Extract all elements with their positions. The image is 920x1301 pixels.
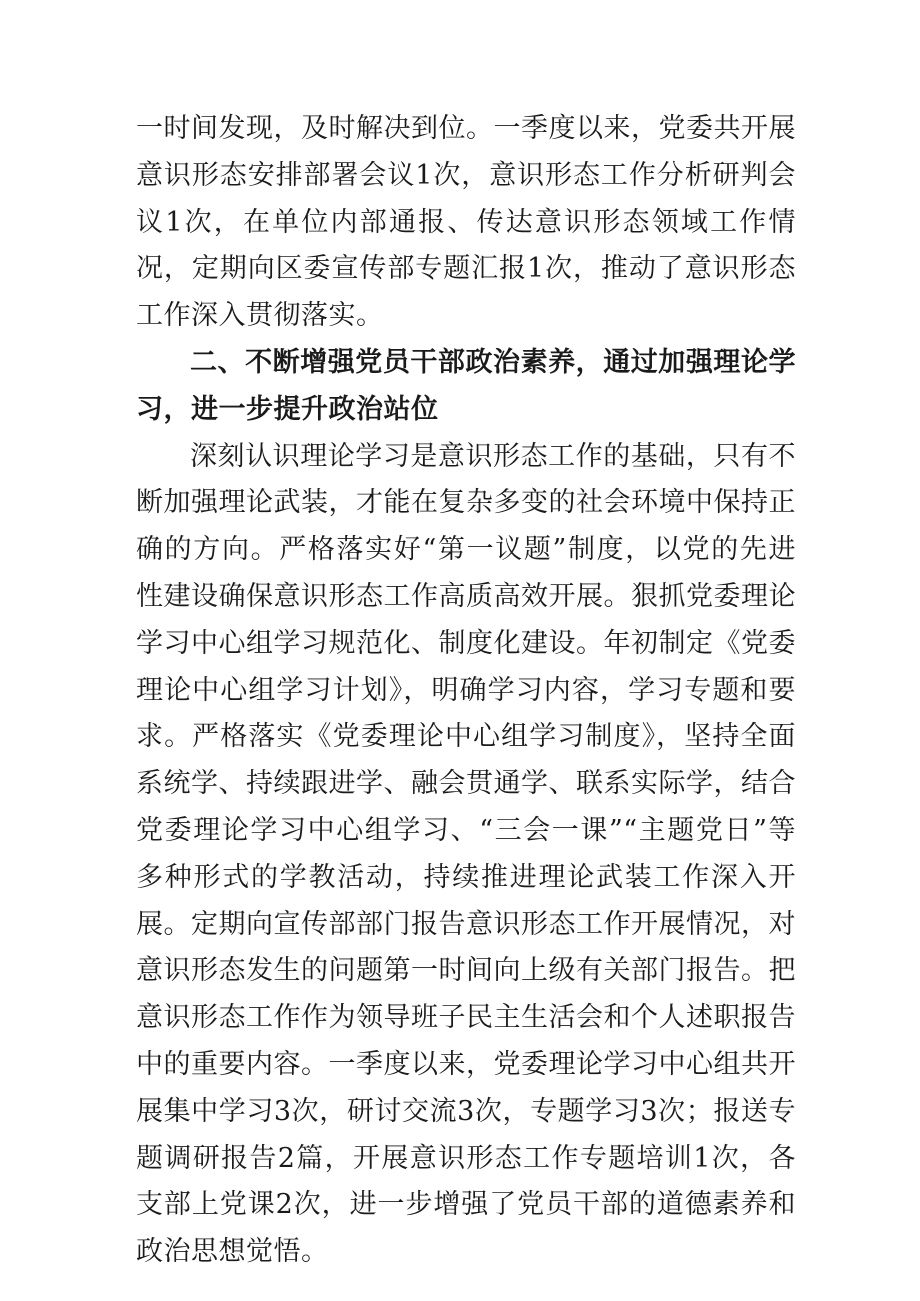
paragraph-continued: 一时间发现，及时解决到位。一季度以来，党委共开展意识形态安排部署会议1次，意识形态工作分析研判会议1次，在单位内部通报、传达意识形态领域工作情况，定期向区委宣传部专题汇报1次，推动了意识形态工作深入贯彻落实。	[136, 113, 796, 332]
document-body	[136, 106, 796, 1276]
paragraph-body: 深刻认识理论学习是意识形态工作的基础，只有不断加强理论武装，才能在复杂多变的社会环境中保持正确的方向。严格落实好“第一议题”制度，以党的先进性建设确保意识形态工作高质高效开展。狠抓党委理论学习中心组学习规范化、制度化建设。年初制定《党委理论中心组学习计划》，明确学习内容，学习专题和要求。严格落实《党委理论中心组学习制度》，坚持全面系统学、持续跟进学、融会贯通学、联系实际学，结合党委理论学习中心组学习、“三会一课”“主题党日”等多种形式的学教活动，持续推进理论武装工作深入开展。定期向宣传部部门报告意识形态工作开展情况，对意识形态发生的问题第一时间向上级有关部门报告。把意识形态工作作为领导班子民主生活会和个人述职报告中的重要内容。一季度以来，党委理论学习中心组共开展集中学习3次，研讨交流3次，专题学习3次；报送专题调研报告2篇，开展意识形态工作专题培训1次，各支部上党课2次，进一步增强了党员干部的道德素养和政治思想觉悟。	[136, 440, 796, 1268]
section-heading-2: 二、不断增强党员干部政治素养，通过加强理论学习，进一步提升政治站位	[136, 346, 796, 425]
